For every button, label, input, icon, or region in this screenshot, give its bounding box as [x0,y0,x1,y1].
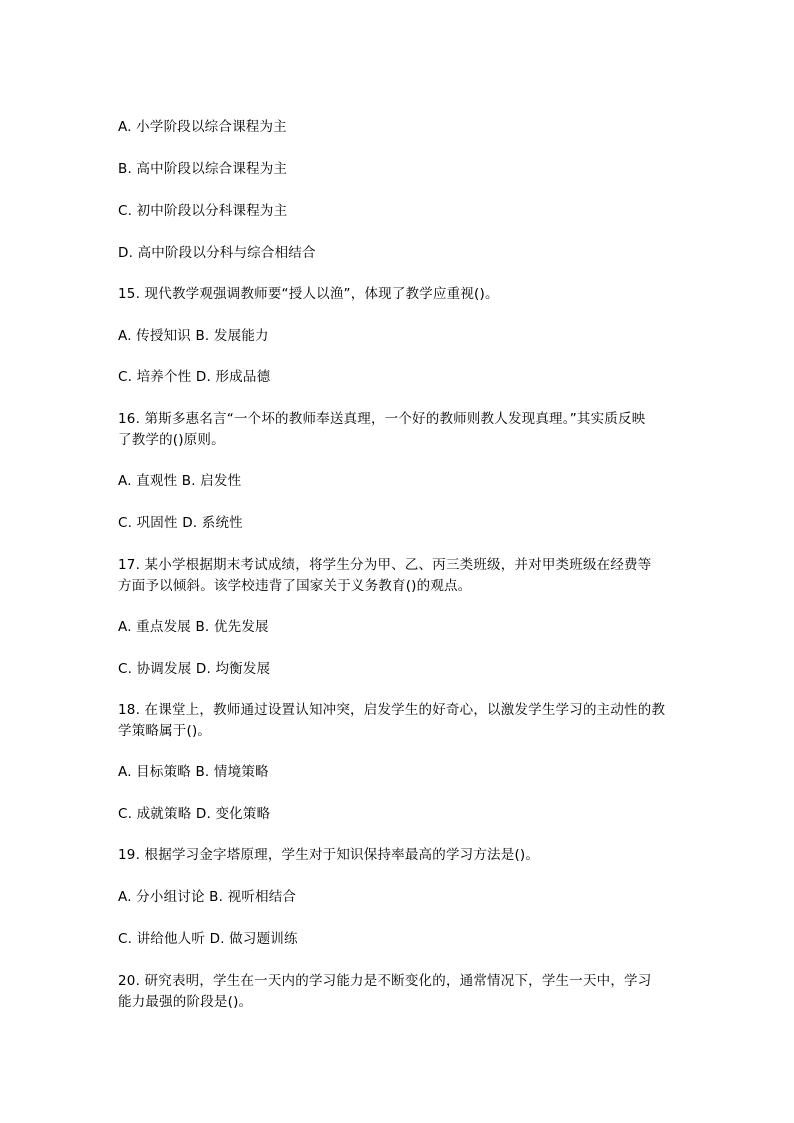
question-19: 19. 根据学习金字塔原理，学生对于知识保持率最高的学习方法是()。 [118,847,540,863]
question-18 [118,700,678,742]
q19-options-ab: A. 分小组讨论 B. 视听相结合 [118,889,297,905]
q19-options-cd: C. 讲给他人听 D. 做习题训练 [118,931,298,947]
question-17-line-2: 方面予以倾斜。该学校违背了国家关于义务教育()的观点。 [118,578,472,594]
q14-option-c: C. 初中阶段以分科课程为主 [118,203,288,219]
q16-options-ab: A. 直观性 B. 启发性 [118,473,242,489]
q17-options-ab: A. 重点发展 B. 优先发展 [118,619,269,635]
question-20-line-1: 20. 研究表明，学生在一天内的学习能力是不断变化的，通常情况下，学生一天中，学习 [118,973,652,989]
q14-option-b: B. 高中阶段以综合课程为主 [118,161,288,177]
q15-options-ab: A. 传授知识 B. 发展能力 [118,328,269,344]
question-15: 15. 现代教学观强调教师要“授人以渔”，体现了教学应重视()。 [118,286,499,302]
q18-options-ab: A. 目标策略 B. 情境策略 [118,764,269,780]
q16-options-cd: C. 巩固性 D. 系统性 [118,515,243,531]
question-18-line-2: 学策略属于()。 [118,723,212,739]
question-17-line-1: 17. 某小学根据期末考试成绩，将学生分为甲、乙、丙三类班级，并对甲类班级在经费等 [118,557,652,573]
q18-options-cd: C. 成就策略 D. 变化策略 [118,806,271,822]
question-18-line-1: 18. 在课堂上，教师通过设置认知冲突，启发学生的好奇心，以激发学生学习的主动性的教 [118,702,666,718]
question-20 [118,971,678,1013]
question-16-line-2: 了教学的()原则。 [118,432,225,448]
question-20-line-2: 能力最强的阶段是()。 [118,994,253,1010]
question-17 [118,555,678,597]
q15-options-cd: C. 培养个性 D. 形成品德 [118,369,271,385]
q17-options-cd: C. 协调发展 D. 均衡发展 [118,661,271,677]
q14-option-d: D. 高中阶段以分科与综合相结合 [118,245,316,261]
question-16 [118,409,678,451]
question-16-line-1: 16. 第斯多惠名言“一个坏的教师奉送真理，一个好的教师则教人发现真理。”其实质反映 [118,411,646,427]
q14-option-a: A. 小学阶段以综合课程为主 [118,119,287,135]
